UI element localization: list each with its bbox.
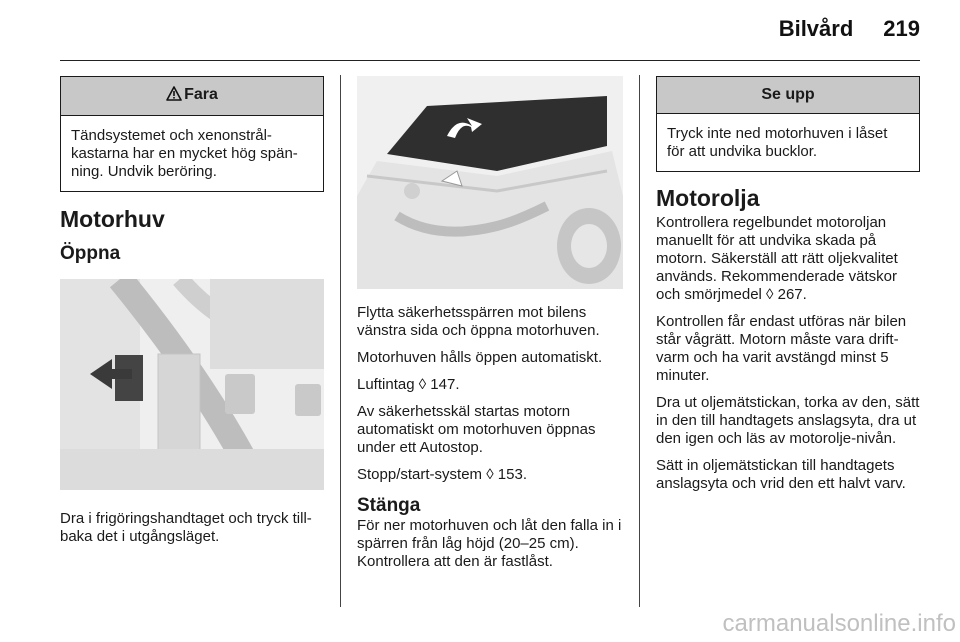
page-number: 219	[883, 16, 920, 41]
column-divider-1	[340, 75, 341, 607]
paragraph-pull-release: Dra i frigöringshandtaget och tryck till-baka det i utgångsläget.	[60, 510, 312, 545]
caution-box	[656, 76, 920, 172]
subheading-oppna: Öppna	[60, 243, 121, 264]
subheading-stanga: Stänga	[357, 495, 421, 516]
danger-box	[60, 76, 324, 192]
open-hood-illustration	[357, 76, 623, 289]
warning-triangle-icon	[166, 86, 182, 106]
paragraph-move-latch: Flytta säkerhetsspärren mot bilens vänstra sida och öppna motorhuven.	[357, 304, 600, 339]
page-header	[779, 16, 920, 42]
paragraph-level-ground: Kontrollen får endast utföras när bilen står vågrätt. Motorn måste vara drift-varm och ha varit avstängd minst 5 minuter.	[656, 313, 907, 384]
watermark: carmanualsonline.info	[722, 610, 956, 637]
paragraph-dipstick-read: Dra ut oljemätstickan, torka av den, sätt in den till handtagets anslagsyta, dra ut den igen och läs av motorolje-nivån.	[656, 394, 920, 447]
hood-release-illustration	[60, 279, 324, 490]
heading-motorolja: Motorolja	[656, 185, 760, 211]
caution-box-header: Se upp	[657, 77, 919, 114]
paragraph-check-oil: Kontrollera regelbundet motoroljan manuellt för att undvika skada på motorn. Säkerställ att rätt oljekvalitet används. Rekommenderade vätskor och smörjmedel ◊ 267.	[656, 214, 898, 303]
header-rule	[60, 60, 920, 61]
paragraph-air-intake-ref: Luftintag ◊ 147.	[357, 376, 460, 393]
danger-box-header	[61, 77, 323, 116]
paragraph-stop-start-ref: Stopp/start-system ◊ 153.	[357, 466, 527, 483]
heading-motorhuv: Motorhuv	[60, 206, 165, 232]
column-2	[357, 76, 623, 571]
paragraph-dipstick-insert: Sätt in oljemätstickan till handtagets anslagsyta och vrid den ett halvt varv.	[656, 457, 906, 492]
column-divider-2	[639, 75, 640, 607]
paragraph-hood-stays-open: Motorhuven hålls öppen automatiskt.	[357, 349, 603, 366]
paragraph-close-hood: För ner motorhuven och låt den falla in i spärren från låg höjd (20–25 cm). Kontrollera att den är fastlåst.	[357, 517, 622, 570]
paragraph-autostop-safety: Av säkerhetsskäl startas motorn automatiskt om motorhuven öppnas under ett Autostop.	[357, 403, 596, 456]
section-title: Bilvård	[778, 16, 854, 41]
column-3	[656, 76, 920, 493]
danger-box-title: Fara	[184, 86, 218, 103]
caution-box-text: Tryck inte ned motorhuven i låset för att undvika bucklor.	[667, 125, 888, 160]
danger-box-text: Tändsystemet och xenonstrål-kastarna har en mycket hög spän-ning. Undvik beröring.	[71, 127, 298, 180]
column-1	[60, 76, 324, 546]
